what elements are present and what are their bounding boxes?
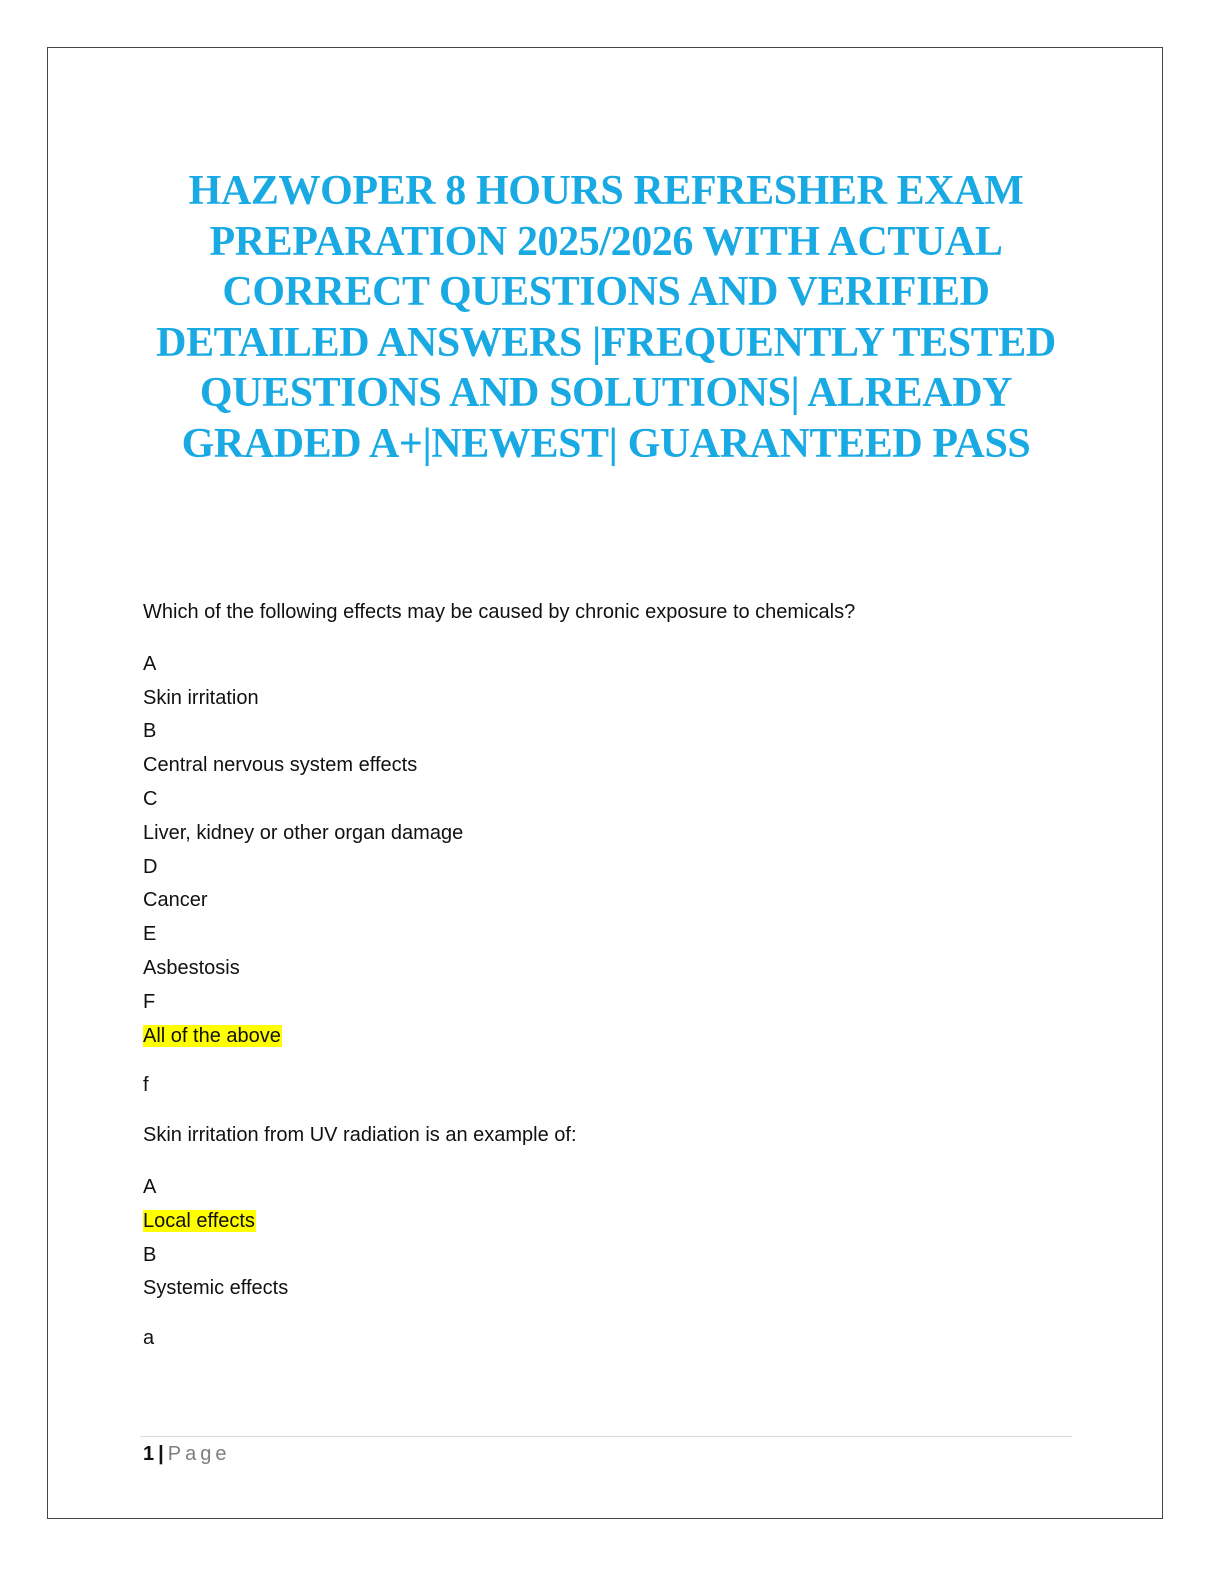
document-title: HAZWOPER 8 HOURS REFRESHER EXAM PREPARATION 2025/2026 WITH ACTUAL CORRECT QUESTIONS AND VERIFIED DETAILED ANSWERS |FREQUENTLY TESTED QUESTIONS AND SOLUTIONS| ALREADY GRADED A+|NEWEST| GUARANTEED PASS	[156, 168, 1056, 467]
page-number: 1	[143, 1443, 155, 1465]
question-1-option-e-text: Asbestosis	[143, 956, 240, 979]
question-1-option-c-text: Liver, kidney or other organ damage	[143, 821, 464, 844]
question-1-option-a-text: Skin irritation	[143, 686, 259, 709]
question-1-option-a-letter: A	[143, 652, 157, 675]
page-footer	[143, 1440, 230, 1468]
question-1-text: Which of the following effects may be caused by chronic exposure to chemicals?	[143, 601, 856, 623]
question-1-option-f-text-highlighted: All of the above	[143, 1024, 281, 1047]
question-2-option-b-letter: B	[143, 1243, 157, 1266]
question-2-option-b-text: Systemic effects	[143, 1277, 289, 1300]
footer-separator: |	[158, 1443, 164, 1465]
question-1-option-f-letter: F	[143, 990, 156, 1013]
question-2-text: Skin irritation from UV radiation is an example of:	[143, 1124, 577, 1147]
question-1-answer: f	[143, 1074, 149, 1097]
question-1-option-e-letter: E	[143, 923, 157, 946]
question-2-option-a-text-highlighted: Local effects	[143, 1209, 255, 1232]
question-1-option-d-text: Cancer	[143, 889, 208, 912]
question-2-answer: a	[143, 1327, 155, 1350]
page-label: Page	[167, 1443, 231, 1465]
question-1-option-b-text: Central nervous system effects	[143, 754, 418, 777]
question-1-option-c-letter: C	[143, 787, 158, 810]
question-1-option-d-letter: D	[143, 855, 158, 878]
footer-divider	[140, 1436, 1072, 1437]
question-2-option-a-letter: A	[143, 1175, 157, 1198]
question-1-option-b-letter: B	[143, 720, 157, 743]
document-body	[143, 596, 1083, 1356]
